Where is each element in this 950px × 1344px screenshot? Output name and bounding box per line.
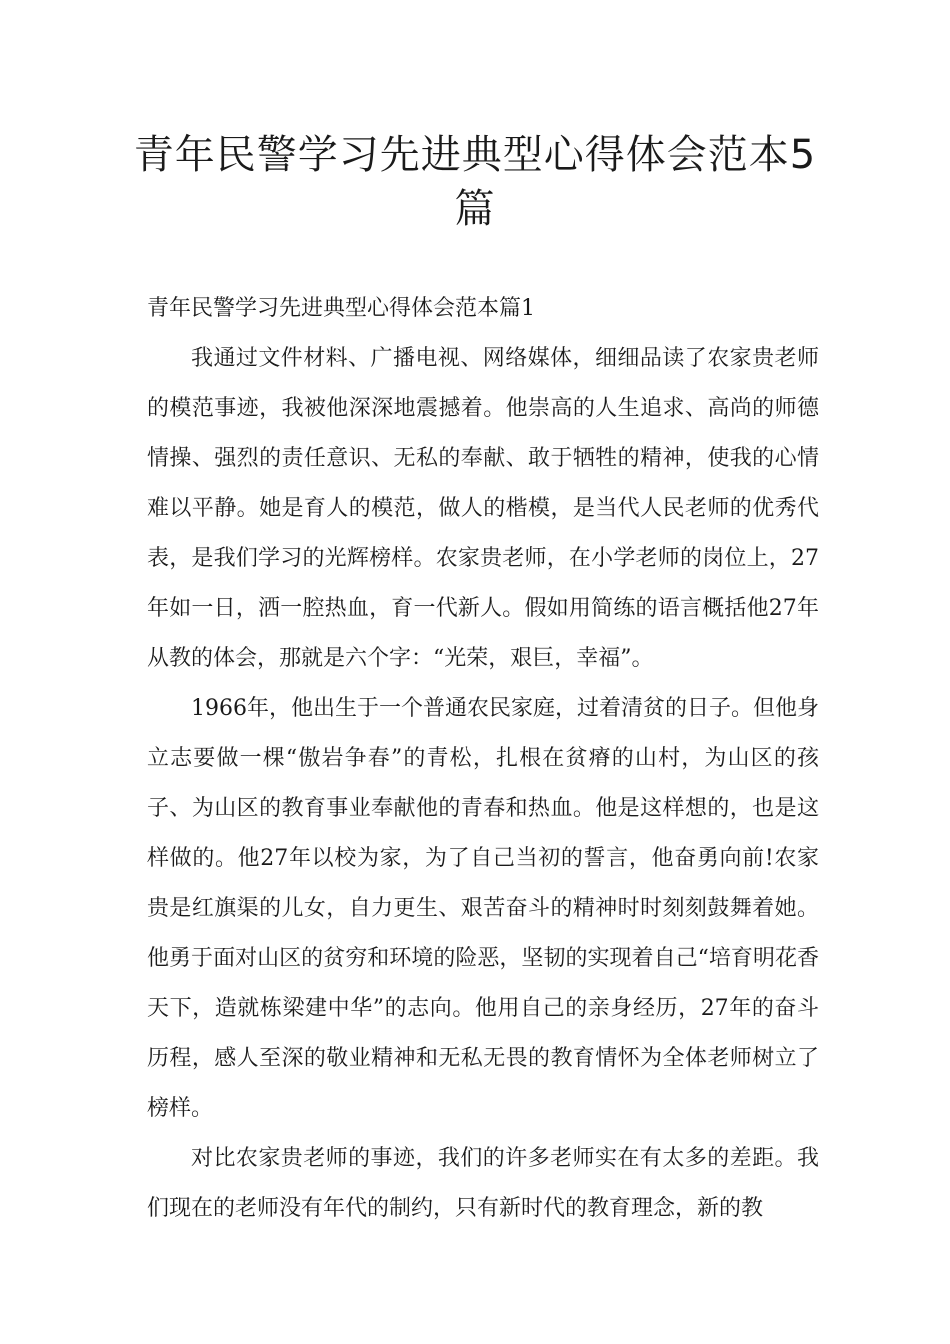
- paragraph-2: 1966年，他出生于一个普通农民家庭，过着清贫的日子。但他身立志要做一棵“傲岩争春”的青松，扎根在贫瘠的山村，为山区的孩子、为山区的教育事业奉献他的青春和热血。他是这样想的，也是这样做的。他27年以校为家，为了自己当初的誓言，他奋勇向前!农家贵是红旗渠的儿女，自力更生、艰苦奋斗的精神时时刻刻鼓舞着她。他勇于面对山区的贫穷和环境的险恶，坚韧的实现着自己“培育明花香天下，造就栋梁建中华”的志向。他用自己的亲身经历，27年的奋斗历程，感人至深的敬业精神和无私无畏的教育情怀为全体老师树立了榜样。: [147, 696, 819, 1121]
- document-body: [147, 284, 819, 1234]
- paragraph-1: 我通过文件材料、广播电视、网络媒体，细细品读了农家贵老师的模范事迹，我被他深深地震撼着。他崇高的人生追求、高尚的师德情操、强烈的责任意识、无私的奉献、敢于牺牲的精神，使我的心情难以平静。她是育人的模范，做人的楷模，是当代人民老师的优秀代表，是我们学习的光辉榜样。农家贵老师，在小学老师的岗位上，27年如一日，洒一腔热血，育一代新人。假如用简练的语言概括他27年从教的体会，那就是六个字：“光荣，艰巨，幸福”。: [147, 346, 819, 671]
- document-title: 青年民警学习先进典型心得体会范本5篇: [133, 132, 817, 232]
- section-heading: 青年民警学习先进典型心得体会范本篇1: [147, 296, 535, 321]
- paragraph-3: 对比农家贵老师的事迹，我们的许多老师实在有太多的差距。我们现在的老师没有年代的制约，只有新时代的教育理念，新的教: [147, 1146, 819, 1221]
